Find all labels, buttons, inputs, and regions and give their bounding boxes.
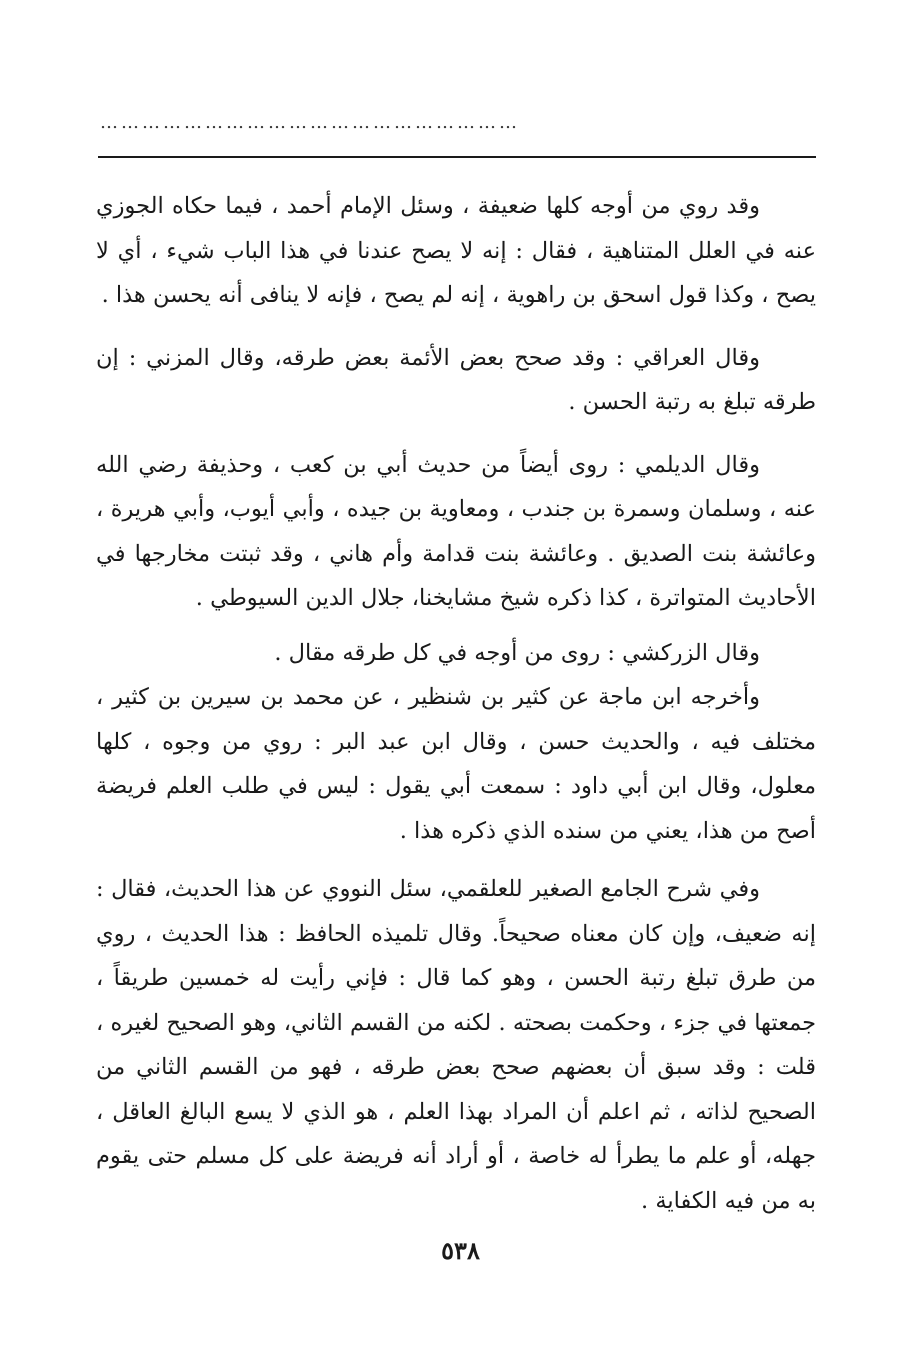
paragraph-zarkashi: وقال الزركشي : روى من أوجه في كل طرقه مقال . <box>274 639 760 666</box>
header-dotted-line: …………………………………………………… <box>100 116 520 130</box>
paragraph-ahmad: وقد روي من أوجه كلها ضعيفة ، وسئل الإمام أحمد ، فيما حكاه الجوزي عنه في العلل المتناهية ، فقال : إنه لا يصح عندنا في هذا الباب شيء ، أي لا يصح ، وكذا قول اسحق بن راهوية ، إنه لم يصح ، فإنه لا ينافى أنه يحسن هذا . <box>96 193 816 308</box>
paragraph-daylami: وقال الديلمي : روى أيضاً من حديث أبي بن كعب ، وحذيفة رضي الله عنه ، وسلمان وسمرة بن جندب ، ومعاوية بن جيده ، وأبي أيوب، وأبي هريرة ، وعائشة بنت الصديق . وعائشة بنت قدامة وأم هاني ، وقد ثبتت مخارجها في الأحاديث المتواترة ، كذا ذكره شيخ مشايخنا، جلال الدين السيوطي . <box>96 451 816 611</box>
paragraph-jami-saghir: وفي شرح الجامع الصغير للعلقمي، سئل النووي عن هذا الحديث، فقال : إنه ضعيف، وإن كان معناه صحيحاً. وقال تلميذه الحافظ : هذا الحديث ، روي من طرق تبلغ رتبة الحسن ، وهو كما قال : فإني رأيت له خمسين طريقاً ، جمعتها في جزء ، وحكمت بصحته . لكنه من القسم الثاني، وهو الصحيح لغيره ، قلت : وقد سبق أن بعضهم صحح بعض طرقه ، فهو من القسم الثاني من الصحيح لذاته ، ثم اعلم أن المراد بهذا العلم ، هو الذي لا يسع البالغ العاقل ، جهله، أو علم ما يطرأ له خاصة ، أو أراد أنه فريضة على كل مسلم حتى يقوم به من فيه الكفاية . <box>96 876 816 1214</box>
paragraph-ibn-majah: وأخرجه ابن ماجة عن كثير بن شنظير ، عن محمد بن سيرين بن كثير ، مختلف فيه ، والحديث حسن ، وقال ابن عبد البر : روي من وجوه ، كلها معلول، وقال ابن أبي داود : سمعت أبي يقول : ليس في طلب العلم فريضة أصح من هذا، يعني من سنده الذي ذكره هذا . <box>96 684 816 844</box>
header-rule <box>98 156 816 158</box>
main-text <box>96 184 816 1223</box>
page-number: ٥٣٨ <box>441 1236 480 1265</box>
paragraph-iraqi: وقال العراقي : وقد صحح بعض الأئمة بعض طرقه، وقال المزني : إن طرقه تبلغ به رتبة الحسن . <box>96 344 816 415</box>
